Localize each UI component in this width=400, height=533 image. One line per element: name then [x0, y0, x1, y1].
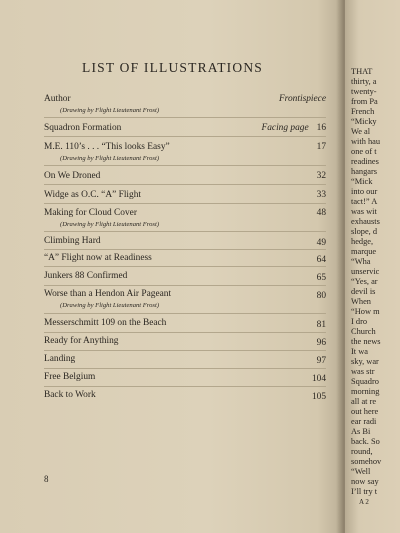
entry-title: M.E. 110’s . . . “This looks Easy” [44, 142, 170, 152]
text-line: round, [351, 447, 373, 456]
text-line: readines [351, 157, 379, 166]
entry-page: 32 [316, 171, 326, 181]
text-line: ear radi [351, 417, 377, 426]
text-line: “Micky [351, 117, 377, 126]
text-line: somehov [351, 457, 382, 466]
divider [44, 266, 326, 267]
divider [44, 350, 326, 351]
page-number: 8 [44, 474, 49, 484]
text-line: devil is [351, 287, 376, 296]
signature-mark: A 2 [359, 498, 369, 506]
entry-title: “A” Flight now at Readiness [44, 253, 152, 263]
entry-title: Free Belgium [44, 372, 96, 382]
text-line: from Pa [351, 97, 378, 106]
text-line: sky, war [351, 357, 379, 366]
text-line: was wit [351, 207, 377, 216]
page-heading: LIST OF ILLUSTRATIONS [82, 60, 263, 75]
entry-title: Widge as O.C. “A” Flight [44, 190, 142, 200]
divider [44, 386, 326, 387]
divider [44, 313, 326, 314]
text-line: one of t [351, 147, 377, 156]
entry-page: 48 [316, 208, 326, 218]
entry-page: 104 [311, 374, 326, 384]
divider [44, 203, 326, 204]
text-line: “How m [351, 307, 380, 316]
text-line: unservic [351, 267, 380, 276]
facing-page [345, 0, 400, 533]
entry-caption: (Drawing by Flight Lieutenant Frost) [60, 221, 160, 228]
text-line: morning [351, 387, 380, 396]
text-line: all at re [351, 397, 377, 406]
entry-page: 96 [316, 338, 326, 348]
entry-title: Ready for Anything [44, 336, 119, 346]
divider [44, 117, 326, 118]
text-line: I’ll try t [351, 487, 378, 496]
text-line: “Well [351, 467, 371, 476]
text-line: When [351, 297, 371, 306]
text-line: now say [351, 477, 379, 486]
entry-page: 80 [316, 291, 326, 301]
text-line: tact!” A [351, 197, 378, 206]
divider [44, 231, 326, 232]
entry-page: Facing page 16 [261, 123, 326, 133]
entry-title: Climbing Hard [44, 236, 101, 246]
text-line: back. So [351, 437, 380, 446]
entry-title: Making for Cloud Cover [44, 208, 137, 218]
entry-page: 97 [316, 356, 326, 366]
text-line: I dro [351, 317, 368, 326]
text-line: into our [351, 187, 378, 196]
entry-page: 17 [316, 142, 326, 152]
text-line: It wa [351, 347, 368, 356]
divider [44, 368, 326, 369]
divider [44, 249, 326, 250]
text-line: We al [351, 127, 371, 136]
entry-title: Worse than a Hendon Air Pageant [44, 289, 172, 299]
entry-title: Messerschmitt 109 on the Beach [44, 318, 167, 328]
text-line: As Bi [351, 427, 371, 436]
entry-page: Frontispiece [278, 94, 326, 104]
text-line: hedge, [351, 237, 374, 246]
entry-page: 81 [316, 320, 326, 330]
entry-title: On We Droned [44, 171, 101, 181]
entry-title: Back to Work [44, 390, 96, 400]
text-line: slope, d [351, 227, 378, 236]
entry-page: 33 [316, 190, 326, 200]
entry-title: Landing [44, 354, 76, 364]
text-line: was str [351, 367, 375, 376]
entry-page: 105 [311, 392, 326, 402]
entry-title: Author [44, 94, 71, 104]
text-line: “Wha [351, 257, 371, 266]
text-line: “Yes, ar [351, 277, 378, 286]
text-line: thirty, a [351, 77, 377, 86]
divider [44, 285, 326, 286]
text-line: French [351, 107, 375, 116]
entry-page: 49 [316, 238, 326, 248]
text-line: marque [351, 247, 377, 256]
entry-caption: (Drawing by Flight Lieutenant Frost) [60, 155, 160, 162]
text-line: hangars [351, 167, 378, 176]
text-line: out here [351, 407, 379, 416]
divider [44, 136, 326, 137]
text-line: twenty- [351, 87, 377, 96]
text-line: THAT [351, 67, 373, 76]
text-line: exhausts [351, 217, 380, 226]
text-line: the news [351, 337, 381, 346]
text-line: “Mick [351, 177, 373, 186]
entry-page: 65 [316, 273, 326, 283]
text-line: with hau [351, 137, 381, 146]
divider [44, 165, 326, 166]
entry-caption: (Drawing by Flight Lieutenant Frost) [60, 302, 160, 309]
divider [44, 332, 326, 333]
entry-page: 64 [316, 255, 326, 265]
entry-caption: (Drawing by Flight Lieutenant Frost) [60, 107, 160, 114]
entry-title: Junkers 88 Confirmed [44, 271, 128, 281]
divider [44, 184, 326, 185]
entry-title: Squadron Formation [44, 123, 122, 133]
text-line: Squadro [351, 377, 379, 386]
text-line: Church [351, 327, 376, 336]
